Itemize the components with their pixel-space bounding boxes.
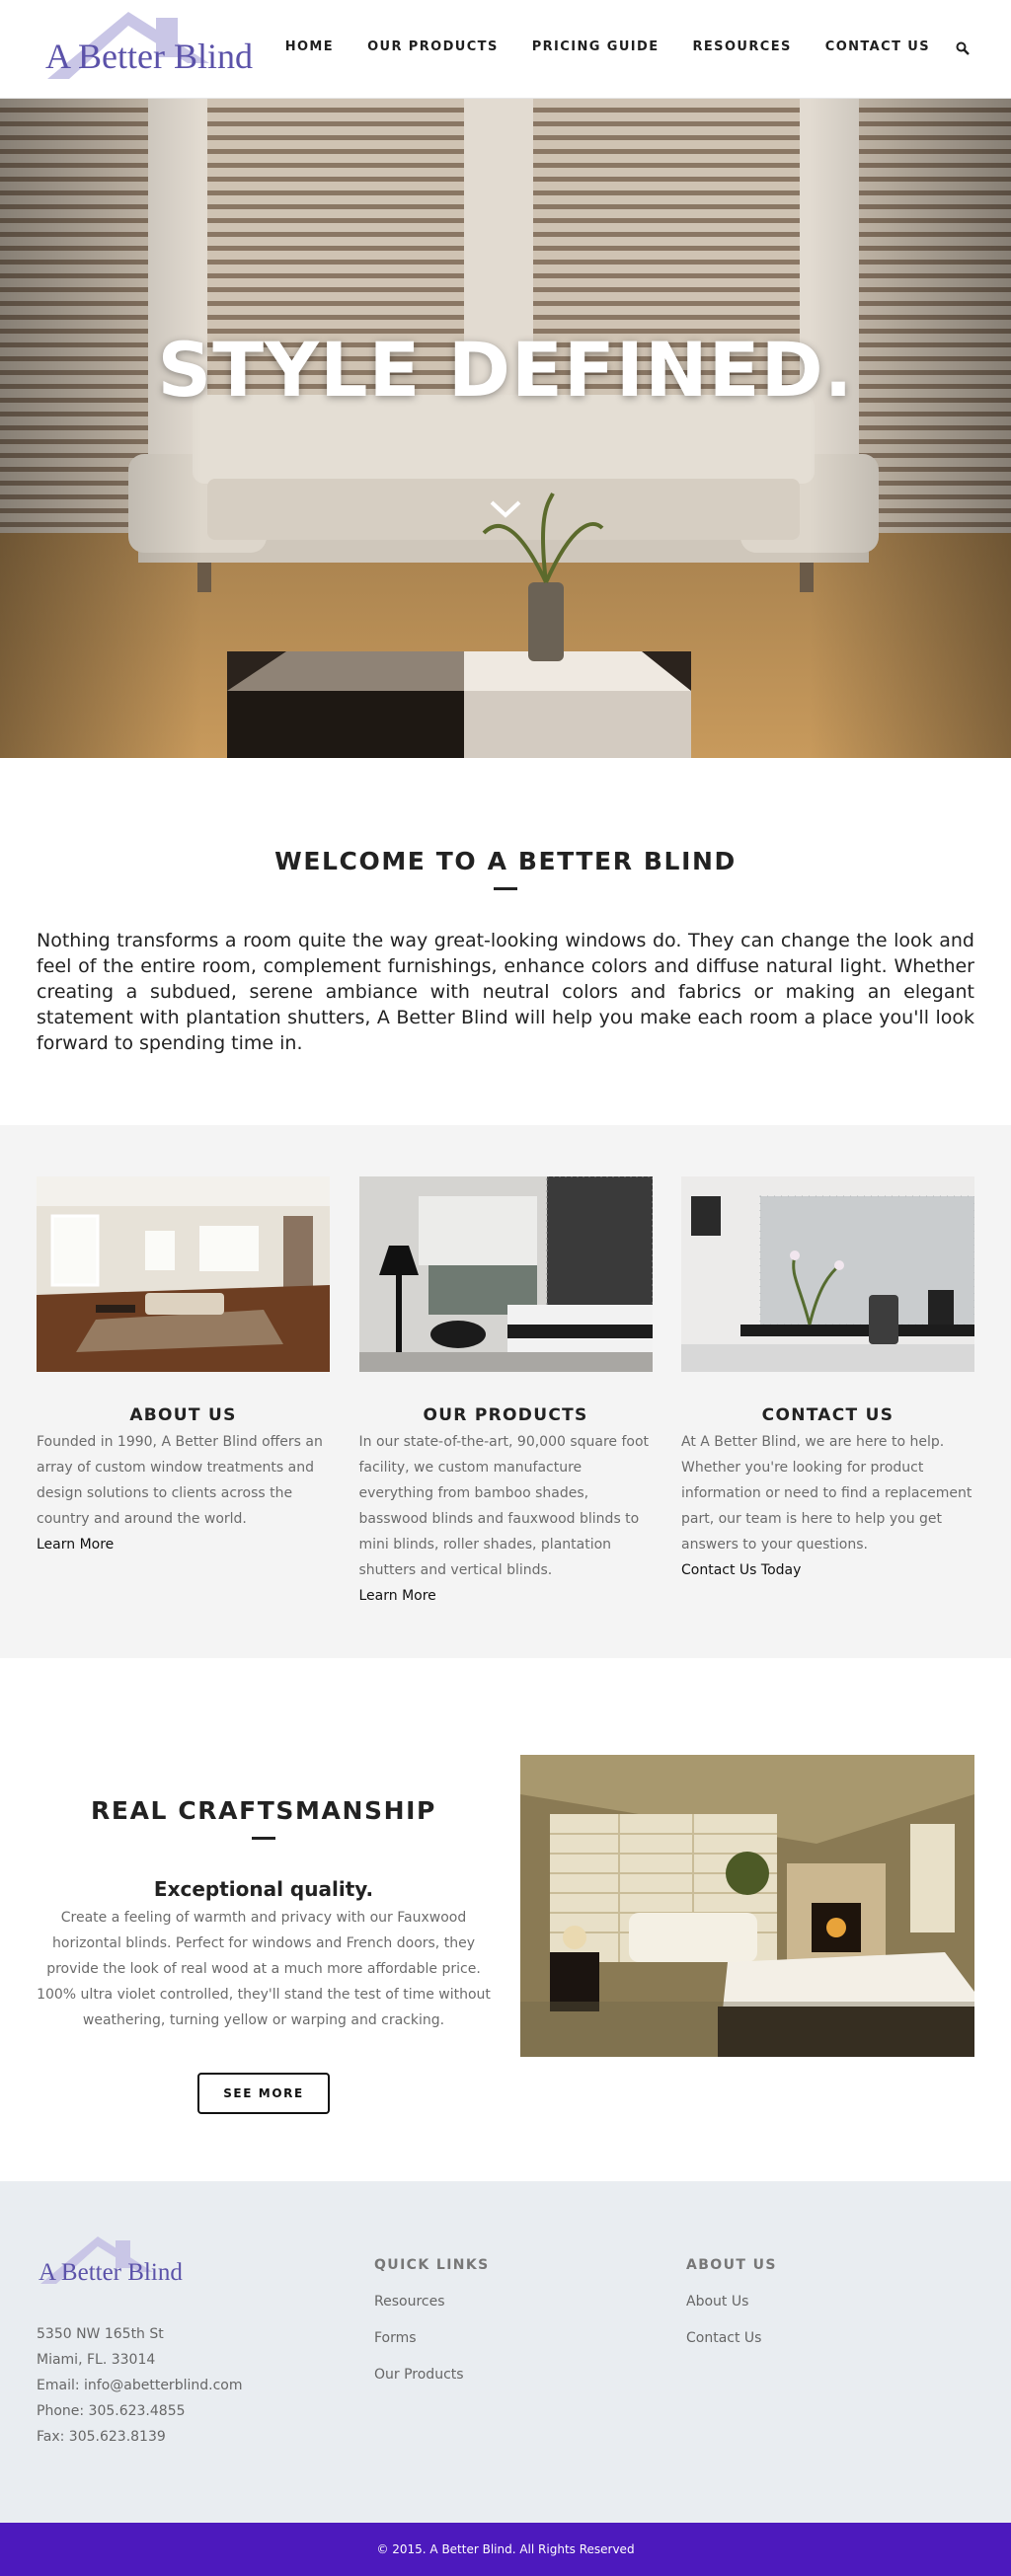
feature-our-products — [359, 1176, 653, 1609]
footer-about-column — [686, 2233, 777, 2346]
feature-title: ABOUT US — [129, 1405, 237, 1425]
address-phone[interactable]: Phone: 305.623.4855 — [37, 2403, 186, 2419]
quick-links-heading: QUICK LINKS — [374, 2257, 490, 2273]
footer-link-forms[interactable]: Forms — [374, 2330, 417, 2346]
craftsmanship-title: REAL CRAFTSMANSHIP — [91, 1796, 436, 1825]
site-footer — [0, 2181, 1011, 2523]
craftsmanship-section — [0, 1658, 1011, 2181]
address-fax: Fax: 305.623.8139 — [37, 2429, 166, 2445]
logo[interactable] — [39, 8, 276, 91]
feature-text: At A Better Blind, we are here to help. Whether you're looking for product information or need to find a replacement part, our team is here to help you get answers to your questions. — [681, 1434, 972, 1553]
contact-office-image — [681, 1176, 974, 1372]
address-email[interactable]: Email: info@abetterblind.com — [37, 2378, 243, 2393]
welcome-text: Nothing transforms a room quite the way great-looking windows do. They can change the look and feel of the entire room, complement furnishings, enhance colors and diffuse natural light. Whether creating a subdued, serene ambiance with neutral colors and fabrics or making an elegant statement with plantation shutters, A Better Blind will help you make each room a place you'll look forward to spending time in. — [37, 930, 974, 1054]
about-us-heading: ABOUT US — [686, 2257, 777, 2273]
contact-us-today-link[interactable]: Contact Us Today — [681, 1562, 802, 1578]
learn-more-link[interactable]: Learn More — [37, 1537, 115, 1553]
copyright-text: © 2015. A Better Blind. All Rights Reserved — [376, 2542, 635, 2556]
about-us-room-image — [37, 1176, 330, 1372]
footer-link-our-products[interactable]: Our Products — [374, 2367, 464, 2383]
site-header — [0, 0, 1011, 99]
features-section — [0, 1125, 1011, 1658]
nav-our-products[interactable]: OUR PRODUCTS — [367, 39, 499, 54]
craftsmanship-subtitle: Exceptional quality. — [153, 1877, 374, 1901]
address-city: Miami, FL. 33014 — [37, 2352, 156, 2368]
hero-banner — [0, 99, 1011, 758]
footer-link-about-us[interactable]: About Us — [686, 2294, 749, 2310]
chevron-down-icon[interactable] — [489, 498, 522, 520]
nav-contact-us[interactable]: CONTACT US — [824, 39, 930, 54]
hero-living-room-image — [0, 99, 1011, 758]
address-street: 5350 NW 165th St — [37, 2326, 164, 2342]
footer-link-resources[interactable]: Resources — [374, 2294, 445, 2310]
title-divider — [252, 1837, 275, 1840]
hero-headline: STYLE DEFINED. — [157, 326, 854, 414]
nav-home[interactable]: HOME — [284, 39, 335, 54]
welcome-title: WELCOME TO A BETTER BLIND — [274, 847, 737, 875]
feature-title: CONTACT US — [761, 1405, 894, 1425]
footer-quick-links-column — [374, 2233, 490, 2383]
craftsmanship-content — [37, 1755, 491, 2114]
footer-contact-column — [37, 2233, 242, 2450]
copyright-bar — [0, 2523, 1011, 2576]
welcome-section — [0, 758, 1011, 1125]
learn-more-link[interactable]: Learn More — [358, 1588, 436, 1604]
craftsmanship-text: Create a feeling of warmth and privacy with our Fauxwood horizontal blinds. Perfect for windows and French doors, they provide the look of real wood at a much more affordable price. 100% ultra violet controlled, they'll stand the test of time without weathering, turning yellow or warping and cracking. — [37, 1910, 491, 2028]
main-nav — [252, 39, 970, 54]
footer-address — [37, 2321, 242, 2450]
feature-contact-us — [681, 1176, 974, 1609]
footer-link-contact-us[interactable]: Contact Us — [686, 2330, 762, 2346]
footer-logo-text: A Better Blind — [39, 2259, 183, 2286]
search-icon[interactable] — [956, 40, 970, 54]
footer-logo[interactable] — [37, 2233, 194, 2292]
title-divider — [494, 887, 517, 890]
feature-text: In our state-of-the-art, 90,000 square foot facility, we custom manufacture everything from bamboo shades, basswood blinds and fauxwood blinds to mini blinds, roller shades, plantation shutters and vertical blinds. — [358, 1434, 650, 1578]
see-more-button[interactable]: SEE MORE — [197, 2073, 330, 2114]
feature-title: OUR PRODUCTS — [423, 1405, 588, 1425]
craftsmanship-bedroom-image — [520, 1755, 974, 2057]
feature-about-us — [37, 1176, 330, 1609]
logo-text: A Better Blind — [45, 37, 253, 76]
nav-resources[interactable]: RESOURCES — [692, 39, 792, 54]
feature-text: Founded in 1990, A Better Blind offers an array of custom window treatments and design solutions to clients across the country and around the world. — [37, 1434, 323, 1527]
nav-pricing-guide[interactable]: PRICING GUIDE — [531, 39, 660, 54]
products-bedroom-image — [359, 1176, 653, 1372]
